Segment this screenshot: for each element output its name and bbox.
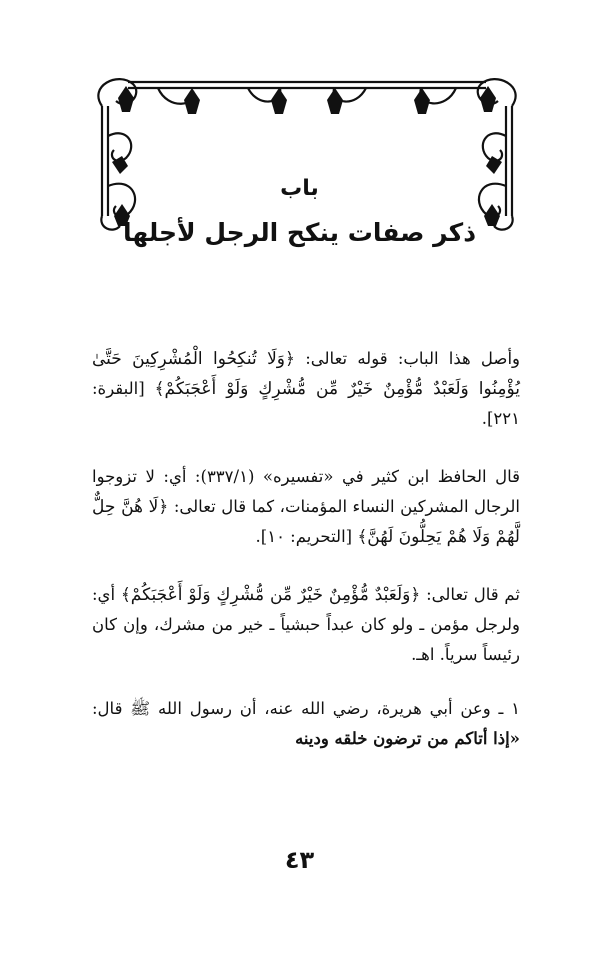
- chapter-label: باب: [280, 176, 319, 201]
- chapter-title: ذكر صفات ينكح الرجل لأجلها: [122, 218, 477, 247]
- page-number: ٤٣: [284, 846, 315, 874]
- paragraph-3: [92, 580, 520, 670]
- paragraph-4: [92, 694, 520, 754]
- quran-verse: ﴿وَلَعَبْدٌ مُّؤْمِنٌ خَيْرٌ مِّن مُّشْرِكٍ وَلَوْ أَعْجَبَكُمْ﴾: [120, 585, 421, 605]
- body-text: [92, 344, 520, 782]
- paragraph-text: وأصل هذا الباب: قوله تعالى:: [294, 349, 520, 368]
- paragraph-text: أي: ولرجل مؤمن ـ ولو كان عبداً حبشياً ـ خير من مشرك، وإن كان رئيساً سرياً. اهـ.: [92, 585, 520, 664]
- quran-verse: ﴿لَا هُنَّ حِلٌّ لَّهُمْ وَلَا هُمْ يَحِلُّونَ لَهُنَّ﴾: [92, 497, 520, 547]
- paragraph-text: ١ ـ وعن أبي هريرة، رضي الله عنه، أن رسول الله ﷺ قال:: [92, 699, 520, 718]
- verse-reference: [البقرة: ٢٢١].: [92, 379, 520, 428]
- hadith-quote: «إذا أتاكم من ترضون خلقه ودينه: [295, 729, 520, 748]
- paragraph-text: ثم قال تعالى:: [420, 585, 520, 604]
- floral-border-ornament: [88, 66, 526, 236]
- paragraph-2: [92, 462, 520, 552]
- paragraph-1: [92, 344, 520, 434]
- paragraph-text: قال الحافظ ابن كثير في «تفسيره» (٣٣٧/١): أي: لا تزوجوا الرجال المشركين النساء المؤمنات، كما قال تعالى:: [92, 467, 520, 516]
- verse-reference: [التحريم: ١٠].: [255, 527, 358, 546]
- quran-verse: ﴿وَلَا تُنكِحُوا الْمُشْرِكِينَ حَتَّىٰ يُؤْمِنُوا وَلَعَبْدٌ مُّؤْمِنٌ خَيْرٌ مِّن مُّشْرِكٍ وَلَوْ أَعْجَبَكُمْ﴾: [92, 349, 520, 399]
